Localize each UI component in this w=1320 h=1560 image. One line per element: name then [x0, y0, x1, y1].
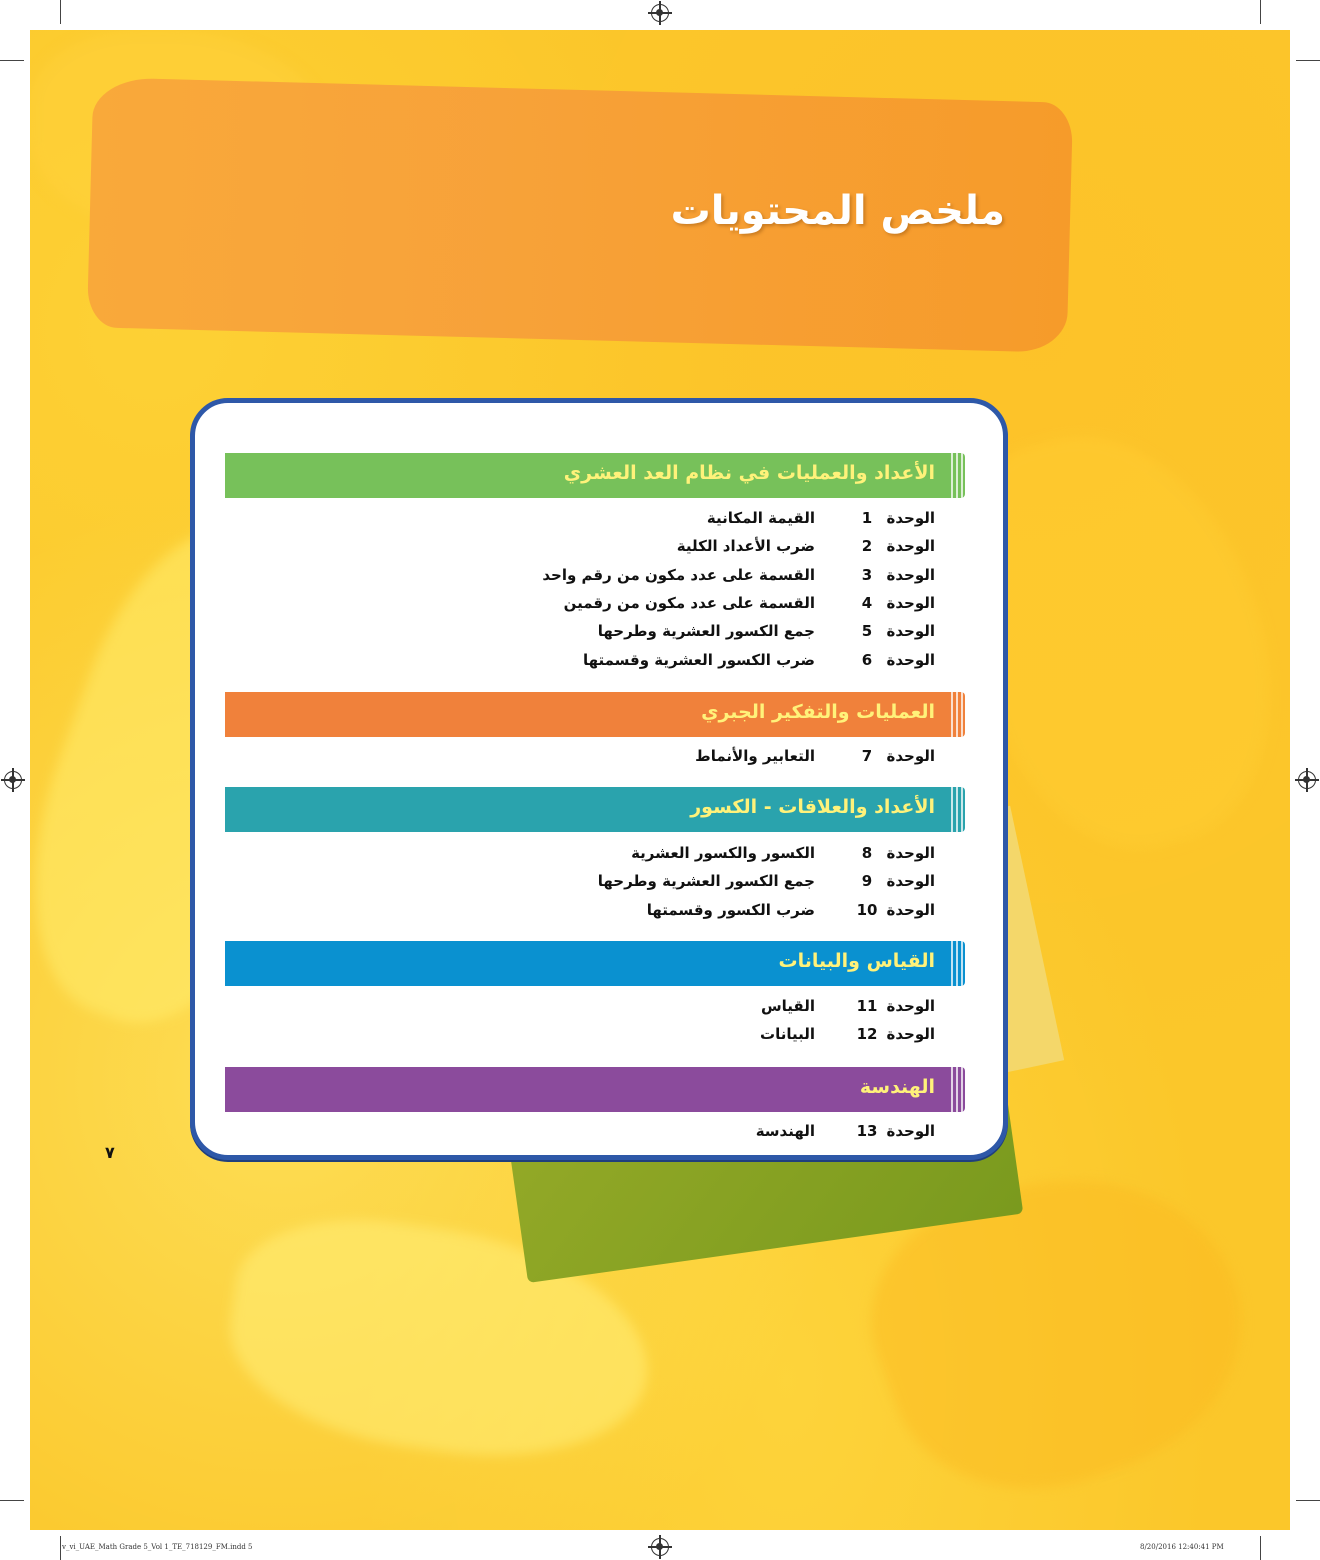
unit-label: الوحدة	[886, 901, 935, 919]
unit-number: 13	[856, 1122, 878, 1140]
bar-edge	[951, 1067, 965, 1112]
section-bar	[225, 1067, 965, 1112]
bar-edge	[951, 941, 965, 986]
unit-title: الهندسة	[755, 1122, 815, 1140]
unit-number: 5	[861, 622, 873, 640]
crop-mark	[60, 0, 61, 24]
unit-label: الوحدة	[886, 1122, 935, 1140]
unit-title: القياس	[760, 997, 815, 1015]
unit-label: الوحدة	[886, 509, 935, 527]
unit-number: 10	[856, 901, 878, 919]
unit-label: الوحدة	[886, 997, 935, 1015]
crop-mark	[1296, 60, 1320, 61]
section-bar	[225, 941, 965, 986]
unit-row[interactable]	[225, 841, 935, 867]
unit-number: 12	[856, 1025, 878, 1043]
registration-mark-icon	[651, 1538, 669, 1556]
unit-number: 7	[861, 747, 873, 765]
unit-label: الوحدة	[886, 747, 935, 765]
unit-row[interactable]	[225, 534, 935, 560]
unit-row[interactable]	[225, 1119, 935, 1145]
section-title: الأعداد والعمليات في نظام العد العشري	[563, 462, 935, 484]
unit-title: جمع الكسور العشرية وطرحها	[597, 622, 815, 640]
unit-row[interactable]	[225, 591, 935, 617]
registration-mark-icon	[651, 4, 669, 22]
section-title: القياس والبيانات	[778, 950, 935, 972]
unit-title: القسمة على عدد مكون من رقمين	[563, 594, 815, 612]
unit-number: 8	[861, 844, 873, 862]
section-bar	[225, 453, 965, 498]
unit-title: ضرب الأعداد الكلية	[676, 537, 815, 555]
unit-title: ضرب الكسور العشرية وقسمتها	[582, 651, 815, 669]
unit-label: الوحدة	[886, 1025, 935, 1043]
unit-number: 11	[856, 997, 878, 1015]
section-title: الهندسة	[859, 1076, 935, 1098]
unit-label: الوحدة	[886, 651, 935, 669]
unit-row[interactable]	[225, 619, 935, 645]
timestamp-slug: 8/20/2016 12:40:41 PM	[1140, 1543, 1224, 1551]
unit-title: ضرب الكسور وقسمتها	[646, 901, 815, 919]
bar-edge	[951, 453, 965, 498]
unit-label: الوحدة	[886, 566, 935, 584]
page-title: ملخص المحتويات	[670, 188, 1005, 234]
unit-row[interactable]	[225, 648, 935, 674]
unit-label: الوحدة	[886, 844, 935, 862]
registration-mark-icon	[4, 771, 22, 789]
unit-title: التعابير والأنماط	[695, 747, 815, 765]
unit-number: 6	[861, 651, 873, 669]
file-slug: v_vi_UAE_Math Grade 5_Vol 1_TE_718129_FM.indd 5	[62, 1543, 253, 1551]
unit-title: جمع الكسور العشرية وطرحها	[597, 872, 815, 890]
section-title: العمليات والتفكير الجبري	[701, 701, 935, 723]
unit-row[interactable]	[225, 869, 935, 895]
unit-label: الوحدة	[886, 622, 935, 640]
unit-row[interactable]	[225, 898, 935, 924]
unit-number: 2	[861, 537, 873, 555]
crop-mark	[0, 60, 24, 61]
unit-label: الوحدة	[886, 872, 935, 890]
bar-edge	[951, 787, 965, 832]
unit-row[interactable]	[225, 1022, 935, 1048]
unit-title: البيانات	[760, 1025, 815, 1043]
section-bar	[225, 787, 965, 832]
registration-mark-icon	[1298, 771, 1316, 789]
unit-label: الوحدة	[886, 594, 935, 612]
unit-title: القسمة على عدد مكون من رقم واحد	[542, 566, 815, 584]
unit-number: 3	[861, 566, 873, 584]
unit-title: القيمة المكانية	[706, 509, 815, 527]
unit-title: الكسور والكسور العشرية	[631, 844, 815, 862]
unit-row[interactable]	[225, 994, 935, 1020]
unit-number: 1	[861, 509, 873, 527]
unit-row[interactable]	[225, 744, 935, 770]
bar-edge	[951, 692, 965, 737]
crop-mark	[60, 1536, 61, 1560]
crop-mark	[1296, 1500, 1320, 1501]
crop-mark	[0, 1500, 24, 1501]
unit-number: 9	[861, 872, 873, 890]
page-number: ٧	[105, 1143, 115, 1162]
unit-row[interactable]	[225, 563, 935, 589]
unit-label: الوحدة	[886, 537, 935, 555]
section-title: الأعداد والعلاقات - الكسور	[690, 796, 935, 818]
unit-number: 4	[861, 594, 873, 612]
section-bar	[225, 692, 965, 737]
unit-row[interactable]	[225, 506, 935, 532]
crop-mark	[1260, 0, 1261, 24]
crop-mark	[1260, 1536, 1261, 1560]
